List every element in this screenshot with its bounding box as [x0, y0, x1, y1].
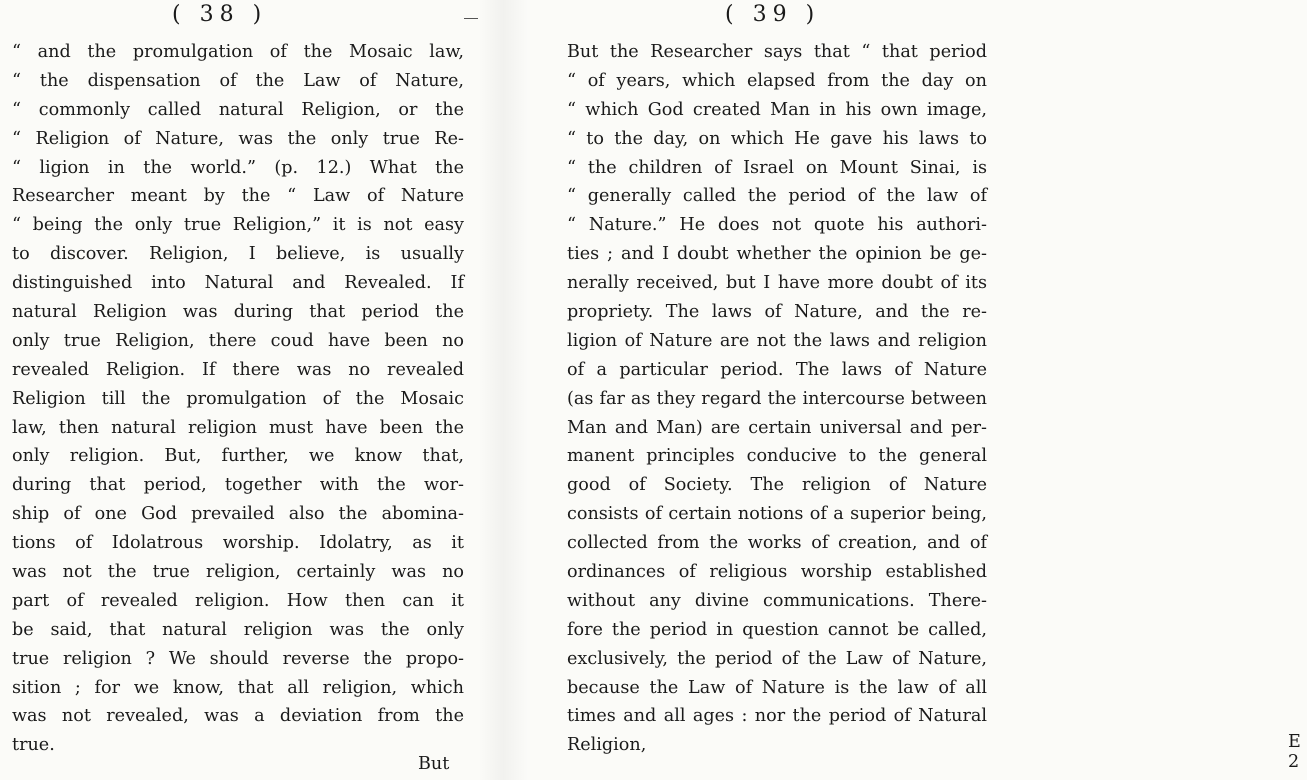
text-line: consists of certain notions of a superior being,: [567, 504, 987, 525]
left-page: [0, 0, 480, 780]
left-page-text: [12, 38, 464, 760]
text-line: “ the children of Israel on Mount Sinai, is: [567, 157, 987, 178]
page-number-right: ( 39 ): [725, 2, 821, 27]
text-line: manent principles conducive to the general: [567, 446, 987, 467]
text-line: Man and Man) are certain universal and per-: [567, 417, 987, 438]
right-page: [525, 0, 1307, 780]
text-line: ties ; and I doubt whether the opinion be ge-: [567, 244, 987, 265]
text-line: sition ; for we know, that all religion, which: [12, 677, 464, 698]
text-line: “ Nature.” He does not quote his authori-: [567, 215, 987, 236]
text-line: “ Religion of Nature, was the only true Re-: [12, 128, 464, 149]
text-line: of a particular period. The laws of Nature: [567, 359, 987, 380]
text-line: during that period, together with the wor-: [12, 475, 464, 496]
catchword: But: [418, 754, 450, 774]
text-line: “ ligion in the world.” (p. 12.) What the: [12, 157, 464, 178]
right-page-text: [567, 38, 987, 760]
signature-mark: E 2: [1288, 732, 1307, 772]
text-line: “ and the promulgation of the Mosaic law,: [12, 42, 464, 62]
text-line: without any divine communications. There-: [567, 590, 987, 611]
text-line: ordinances of religious worship established: [567, 562, 987, 583]
text-line: Researcher meant by the “ Law of Nature: [12, 186, 464, 207]
text-line: Religion,: [567, 735, 647, 756]
text-line: exclusively, the period of the Law of Nature,: [567, 648, 987, 669]
text-line: good of Society. The religion of Nature: [567, 475, 987, 496]
text-line: true.: [12, 735, 55, 756]
text-line: ship of one God prevailed also the abomina-: [12, 504, 464, 525]
text-line: “ commonly called natural Religion, or the: [12, 99, 464, 120]
text-line: part of revealed religion. How then can it: [12, 590, 464, 611]
text-line: ligion of Nature are not the laws and religion: [567, 330, 987, 351]
text-line: only religion. But, further, we know that,: [12, 446, 464, 467]
text-line: because the Law of Nature is the law of all: [567, 677, 987, 698]
text-line: (as far as they regard the intercourse between: [567, 388, 987, 409]
text-line: Religion till the promulgation of the Mosaic: [12, 388, 464, 409]
text-line: true religion ? We should reverse the propo-: [12, 648, 464, 669]
book-gutter: [478, 0, 528, 780]
page-number-left: ( 38 ): [172, 2, 268, 27]
text-line: propriety. The laws of Nature, and the re-: [567, 302, 987, 323]
text-line: “ of years, which elapsed from the day on: [567, 70, 987, 91]
text-line: “ generally called the period of the law of: [567, 186, 987, 207]
text-line: “ the dispensation of the Law of Nature,: [12, 70, 464, 91]
text-line: natural Religion was during that period the: [12, 302, 464, 323]
text-line: only true Religion, there coud have been no: [12, 330, 464, 351]
text-line: collected from the works of creation, and of: [567, 533, 987, 554]
text-line: “ which God created Man in his own image,: [567, 99, 987, 120]
text-line: nerally received, but I have more doubt of its: [567, 273, 987, 294]
text-line: to discover. Religion, I believe, is usually: [12, 244, 464, 265]
text-line: was not the true religion, certainly was no: [12, 562, 464, 583]
text-line: But the Researcher says that “ that period: [567, 42, 987, 62]
text-line: be said, that natural religion was the only: [12, 619, 464, 640]
text-line: revealed Religion. If there was no revealed: [12, 359, 464, 380]
text-line: distinguished into Natural and Revealed. If: [12, 273, 464, 294]
text-line: was not revealed, was a deviation from the: [12, 706, 464, 727]
text-line: “ being the only true Religion,” it is not easy: [12, 215, 464, 236]
text-line: fore the period in question cannot be called,: [567, 619, 987, 640]
text-line: tions of Idolatrous worship. Idolatry, as it: [12, 533, 464, 554]
text-line: times and all ages : nor the period of Natural: [567, 706, 987, 727]
text-line: law, then natural religion must have been the: [12, 417, 464, 438]
text-line: “ to the day, on which He gave his laws to: [567, 128, 987, 149]
